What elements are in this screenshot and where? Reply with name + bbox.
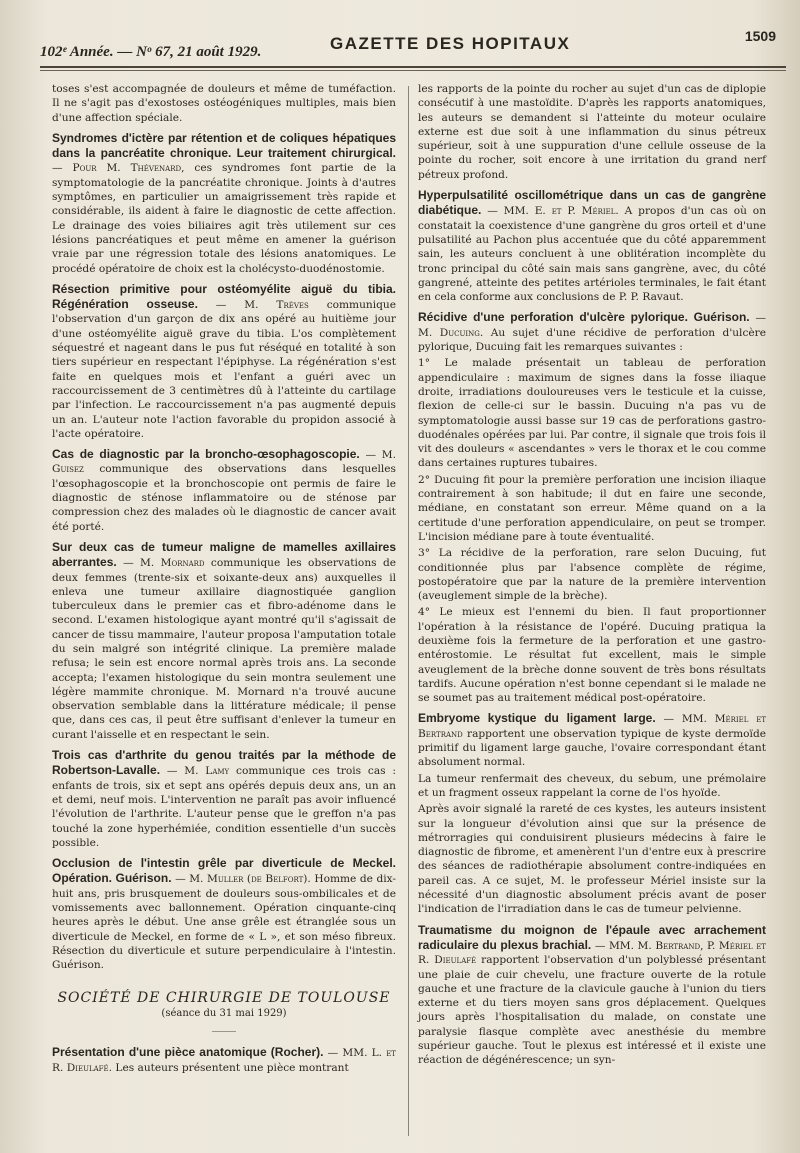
article-body: communique l'observation d'un garçon de dix ans opéré au huitième jour d'une ostéomyélite aiguë grave du tibia. L'os complètement séquestré et nageant dans le pus fut réséqué en totalité à son tiers supérieur en respectant l'épiphyse. La régénération s'est faite en quelques mois et l'enfant a guéri avec un raccourcissement de 3 centimètres dû à l'atteinte du cartilage par l'infection. Le raccourcissement n'a pas augmenté depuis un an. L'auteur note l'action favorable du propidon associé à l'acte opératoire. <box>52 299 396 440</box>
journal-title: GAZETTE DES HOPITAUX <box>330 34 571 53</box>
paragraph: toses s'est accompagnée de douleurs et même de tuméfaction. Il ne s'agit pas d'exostoses ostéogéniques multiples, mais bien d'une affection spéciale. <box>52 83 396 124</box>
article-title: Cas de diagnostic par la broncho-œsophagoscopie. <box>52 447 360 462</box>
article-title: Présentation d'une pièce anatomique (Rocher). <box>52 1045 324 1060</box>
article-author: — M. Muller (de Belfort). <box>175 873 311 886</box>
issue-line: 102ᵉ Année. — Nᵒ 67, 21 août 1929. <box>40 44 262 60</box>
article-entry <box>52 856 396 972</box>
article-entry <box>418 310 766 705</box>
society-heading: SOCIÉTÉ DE CHIRURGIE DE TOULOUSE <box>57 989 391 1006</box>
article-title: Occlusion de l'intestin grêle par diverticule de Meckel. Opération. Guérison. <box>52 856 396 886</box>
article-title: Récidive d'une perforation d'ulcère pylorique. Guérison. <box>418 310 750 325</box>
article-entry <box>52 1045 396 1075</box>
paragraph: La tumeur renfermait des cheveux, du sebum, une prémolaire et un fragment osseux rappelant la corne de l'os hyoïde. <box>418 772 766 799</box>
article-author: — M. Guisez <box>52 449 396 476</box>
article-author: — MM. Mériel et Bertrand <box>418 713 766 740</box>
article-entry <box>418 188 766 304</box>
article-author: — M. Mornard <box>123 557 205 570</box>
article-body: communique des observations dans lesquelles l'œsophagoscopie et la bronchoscopie ont permis de faire le diagnostic de sténose inflammatoire ou de sténose par compression chez des malades où le diagnostic de cancer avait été porté. <box>52 463 396 533</box>
column-divider <box>408 86 409 1136</box>
left-column <box>52 82 396 1081</box>
article-author: — M. Ducuing. <box>418 312 766 339</box>
article-body: Homme de dix-huit ans, pris brusquement de douleurs sous-ombilicales et de vomissements avec ballonnement. Opération cinquante-cinq heures après le début. Une anse grêle est étranglée sous un diverticule de Meckel, en forme de « L », et son méso fibreux. Résection du diverticule et suture perpendiculaire à l'intestin. Guérison. <box>52 873 396 972</box>
article-author: — M. Trèves <box>215 299 309 312</box>
article-body: rapportent l'observation d'un polyblessé présentant une plaie de cuir chevelu, une fracture ouverte de la rotule gauche et une fracture de la clavicule gauche à l'union du tiers externe et du tiers moyen sans gros déplacement. Quelques jours après l'hospitalisation du malade, on constate une paralysie flasque complète avec anesthésie du membre supérieur gauche. Tout le plexus est intéressé et il existe une réaction de dégénérescence; un syn- <box>418 954 766 1067</box>
paragraph: 3° La récidive de la perforation, rare selon Ducuing, fut conditionnée plus par l'absence complète de régime, postopératoire que par la nature de la première intervention (aveuglement simple de la brèche). <box>418 547 766 603</box>
article-author: — MM. E. et P. Mériel. <box>487 205 619 218</box>
page-header <box>40 28 782 68</box>
session-date: (séance du 31 mai 1929) <box>161 1007 287 1019</box>
continued-text <box>52 82 396 125</box>
article-body: rapportent une observation typique de kyste dermoïde primitif du ligament large gauche, l'ovaire correspondant étant absolument normal. <box>418 727 766 769</box>
article-title: Embryome kystique du ligament large. <box>418 711 656 726</box>
article-title: Syndromes d'ictère par rétention et de coliques hépatiques dans la pancréatite chronique. Leur traitement chirurgical. <box>52 130 396 161</box>
header-rule-thin <box>40 70 786 71</box>
paragraph: 4° Le mieux est l'ennemi du bien. Il faut proportionner l'opération à la résistance de l'opéré. Ducuing pratiqua la deuxième fois la fermeture de la perforation et une gastro-entérostomie. Le résultat fut excellent, mais le simple aveuglement de la brèche donne souvent de très bons résultats tardifs. Aucune opération n'est bonne cependant si le malade ne se soumet pas au traitement médical post-opératoire. <box>418 606 766 705</box>
page-number: 1509 <box>744 28 776 44</box>
article-title: Hyperpulsatilité oscillométrique dans un cas de gangrène diabétique. <box>418 188 766 218</box>
right-column <box>418 82 766 1074</box>
continued-text <box>418 82 766 182</box>
article-body: A propos d'un cas où on constatait la coexistence d'une gangrène du gros orteil et d'une pulsatilité au Pachon plus accentuée que du côté apparemment sain, les auteurs concluent à une oblitération incomplète du tronc principal du côté sain mais sans gangrène, avec, du côté gangrené, atteinte des petites artérioles terminales, le fait étant en cela conforme aux conclusions de P. P. Ravaut. <box>418 205 767 304</box>
article-author: — MM. L. et R. Dieulafé. <box>52 1047 396 1074</box>
article-author: — MM. M. Bertrand, P. Mériel et R. Dieulafé <box>418 939 766 967</box>
article-body: communique les observations de deux femmes (trente-six et soixante-deux ans) auxquelles il enleva une tumeur axillaire diagnostiquée ganglion tuberculeux dans le premier cas et fibro-adénome dans le second. L'examen histologique ayant montré qu'il s'agissait de cancer de tissu mammaire, l'auteur proposa l'amputation totale du sein malgré son intégrité clinique. La première malade refusa; le sein est encore normal après trois ans. La seconde accepta; l'examen histologique du sein montra seulement une légère mammite chronique. M. Mornard n'a trouvé aucune observation semblable dans la littérature médicale; il pense que, dans ces cas, il peut être suffisant d'enlever la tumeur en curant l'aisselle et en respectant le sein. <box>52 557 396 741</box>
article-body: Au sujet d'une récidive de perforation d'ulcère pylorique, Ducuing fait les remarques suivantes : <box>418 326 766 354</box>
article-title: Résection primitive pour ostéomyélite aiguë du tibia. Régénération osseuse. <box>52 281 396 312</box>
article-body: Les auteurs présentent une pièce montrant <box>115 1061 349 1074</box>
article-author: — Pour M. Thévenard, <box>52 162 185 175</box>
divider-ornament: ⸻ <box>211 1026 237 1038</box>
article-entry <box>52 748 396 850</box>
article-entry <box>418 923 766 1068</box>
article-title: Trois cas d'arthrite du genou traités par la méthode de Robertson-Lavalle. <box>52 748 396 778</box>
article-author: — M. Lamy <box>166 765 230 778</box>
article-entry <box>52 447 396 534</box>
article-body: ces syndromes font partie de la symptomatologie de la pancréatite chronique. Joints à d'autres symptômes, en particulier un amaigrissement très rapide et considérable, ils aident à faire le diagnostic de cette affection. Le drainage des voies biliaires agit très utilement sur ces lésions pancréatiques et peut même en amener la guérison vraie par une régression totale des lésions anatomiques. Le procédé opératoire de choix est la cholécysto-duodénostomie. <box>52 162 397 275</box>
header-rule <box>40 66 786 68</box>
paragraph: Après avoir signalé la rareté de ces kystes, les auteurs insistent sur la longueur d'évolution ainsi que sur la présence de métrorragies qui conduisirent plusieurs médecins à faire le diagnostic de fibrome, et amenèrent l'un d'entre eux à prescrire des séances de radiothérapie absolument contre-indiquées en pareil cas. A ce sujet, M. le professeur Mériel insiste sur la nécessité d'un diagnostic absolument précis avant de poser l'indication de l'irradiation dans le cas de tumeur pelvienne. <box>418 803 766 916</box>
article-body: communique ces trois cas : enfants de trois, six et sept ans opérés depuis deux ans, un an et demi, neuf mois. L'intervention ne paraît pas avoir influencé l'évolution de l'arthrite. L'auteur pense que le greffon n'a pas touché la zone hyperhémiée, condition essentielle d'un succès possible. <box>52 765 397 849</box>
article-entry <box>52 282 396 441</box>
paragraph: 1° Le malade présentait un tableau de perforation appendiculaire : maximum de signes dans la fosse iliaque droite, irradiations douloureuses vers le testicule et la cuisse, flexion de celle-ci sur le bassin. Ducuing n'a pas vu de symptomatologie aussi basse sur 19 cas de perforations gastro-duodénales opérées par lui. Par contre, il signale que trois fois il vit des douleurs « ascendantes » vers le thorax et le cou comme dans certaines ruptures tubaires. <box>418 357 766 470</box>
article-title: Sur deux cas de tumeur maligne de mamelles axillaires aberrantes. <box>52 539 396 570</box>
paragraph: les rapports de la pointe du rocher au sujet d'un cas de diplopie consécutif à une mastoïdite. D'après les rapports anatomiques, les auteurs se demandent si l'atteinte du moteur oculaire externe est due soit à une inflammation du sinus pétreux supérieur, soit à une suppuration d'une cellule osseuse de la pointe du rocher, soit encore à une irritation du grand nerf pétreux profond. <box>418 83 766 181</box>
article-entry <box>418 711 766 916</box>
article-entry <box>52 540 396 742</box>
article-title: Traumatisme du moignon de l'épaule avec arrachement radiculaire du plexus brachial. <box>418 922 766 952</box>
paragraph: 2° Ducuing fit pour la première perforation une incision iliaque contrairement à son habitude; il dut en faire une seconde, médiane, en constatant son erreur. Même quand on a la certitude d'une perforation appendiculaire, on peut se tromper. L'incision médiane pare à toute éventualité. <box>418 473 766 543</box>
article-entry <box>52 131 396 276</box>
